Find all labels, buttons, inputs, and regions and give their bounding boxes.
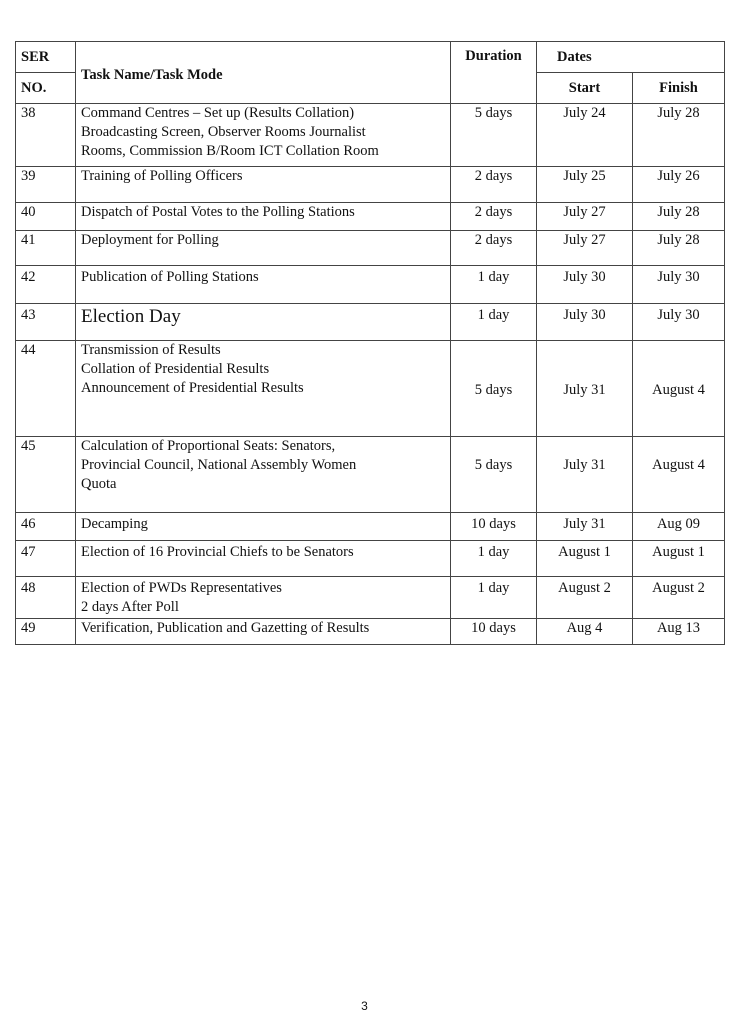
duration-cell: 5 days bbox=[451, 104, 537, 167]
task-line: Command Centres – Set up (Results Collation) bbox=[81, 105, 355, 121]
table-row bbox=[16, 104, 725, 167]
task-cell bbox=[76, 104, 451, 167]
header-no: NO. bbox=[16, 73, 76, 104]
duration-cell: 10 days bbox=[451, 619, 537, 645]
finish-cell: August 1 bbox=[633, 541, 725, 577]
table-row bbox=[16, 577, 725, 619]
ser-cell: 38 bbox=[16, 104, 76, 167]
task-line: Election of PWDs Representatives bbox=[81, 580, 282, 596]
finish-cell: August 4 bbox=[633, 341, 725, 437]
duration-cell: 1 day bbox=[451, 577, 537, 619]
ser-cell: 41 bbox=[16, 231, 76, 266]
finish-cell: July 30 bbox=[633, 266, 725, 304]
table-row bbox=[16, 513, 725, 541]
duration-cell: 1 day bbox=[451, 266, 537, 304]
task-cell: Training of Polling Officers bbox=[76, 167, 451, 203]
table-row bbox=[16, 266, 725, 304]
ser-cell: 45 bbox=[16, 437, 76, 513]
table-row bbox=[16, 167, 725, 203]
finish-cell: Aug 13 bbox=[633, 619, 725, 645]
table-row bbox=[16, 231, 725, 266]
finish-cell: July 28 bbox=[633, 104, 725, 167]
header-dates: Dates bbox=[537, 42, 725, 73]
start-cell: July 31 bbox=[537, 437, 633, 513]
finish-cell: August 4 bbox=[633, 437, 725, 513]
ser-cell: 43 bbox=[16, 304, 76, 341]
header-ser: SER bbox=[16, 42, 76, 73]
table-row bbox=[16, 304, 725, 341]
task-line: 2 days After Poll bbox=[81, 599, 179, 615]
finish-cell: July 28 bbox=[633, 203, 725, 231]
table-row bbox=[16, 203, 725, 231]
header-row-1 bbox=[16, 42, 725, 73]
ser-cell: 46 bbox=[16, 513, 76, 541]
task-line: Calculation of Proportional Seats: Senators, bbox=[81, 438, 336, 454]
start-cell: July 24 bbox=[537, 104, 633, 167]
task-cell bbox=[76, 341, 451, 437]
start-cell: Aug 4 bbox=[537, 619, 633, 645]
table-row bbox=[16, 619, 725, 645]
start-cell: July 27 bbox=[537, 203, 633, 231]
header-duration: Duration bbox=[451, 42, 537, 104]
task-cell bbox=[76, 577, 451, 619]
duration-cell: 1 day bbox=[451, 304, 537, 341]
finish-cell: July 28 bbox=[633, 231, 725, 266]
page-number: 3 bbox=[361, 999, 368, 1013]
finish-cell: August 2 bbox=[633, 577, 725, 619]
duration-cell: 2 days bbox=[451, 203, 537, 231]
table-row bbox=[16, 341, 725, 437]
ser-cell: 39 bbox=[16, 167, 76, 203]
task-cell: Decamping bbox=[76, 513, 451, 541]
task-line: Rooms, Commission B/Room ICT Collation Room bbox=[81, 143, 379, 159]
start-cell: July 30 bbox=[537, 304, 633, 341]
task-line: Collation of Presidential Results bbox=[81, 361, 270, 377]
start-cell: August 2 bbox=[537, 577, 633, 619]
task-cell: Election Day bbox=[76, 304, 451, 341]
task-line: Provincial Council, National Assembly Women bbox=[81, 457, 357, 473]
start-cell: August 1 bbox=[537, 541, 633, 577]
ser-cell: 44 bbox=[16, 341, 76, 437]
finish-cell: July 30 bbox=[633, 304, 725, 341]
task-cell: Publication of Polling Stations bbox=[76, 266, 451, 304]
header-task: Task Name/Task Mode bbox=[76, 42, 451, 104]
duration-cell: 5 days bbox=[451, 341, 537, 437]
duration-cell: 10 days bbox=[451, 513, 537, 541]
task-cell: Verification, Publication and Gazetting of Results bbox=[76, 619, 451, 645]
start-cell: July 31 bbox=[537, 341, 633, 437]
start-cell: July 31 bbox=[537, 513, 633, 541]
task-cell: Dispatch of Postal Votes to the Polling Stations bbox=[76, 203, 451, 231]
duration-cell: 1 day bbox=[451, 541, 537, 577]
start-cell: July 25 bbox=[537, 167, 633, 203]
task-cell: Deployment for Polling bbox=[76, 231, 451, 266]
header-start: Start bbox=[537, 73, 633, 104]
ser-cell: 48 bbox=[16, 577, 76, 619]
task-cell: Election of 16 Provincial Chiefs to be Senators bbox=[76, 541, 451, 577]
ser-cell: 49 bbox=[16, 619, 76, 645]
task-line: Broadcasting Screen, Observer Rooms Journalist bbox=[81, 124, 366, 140]
task-line: Announcement of Presidential Results bbox=[81, 380, 304, 396]
finish-cell: Aug 09 bbox=[633, 513, 725, 541]
table-row bbox=[16, 541, 725, 577]
start-cell: July 27 bbox=[537, 231, 633, 266]
finish-cell: July 26 bbox=[633, 167, 725, 203]
ser-cell: 47 bbox=[16, 541, 76, 577]
table-row bbox=[16, 437, 725, 513]
duration-cell: 2 days bbox=[451, 167, 537, 203]
task-cell bbox=[76, 437, 451, 513]
duration-cell: 2 days bbox=[451, 231, 537, 266]
header-finish: Finish bbox=[633, 73, 725, 104]
task-line: Transmission of Results bbox=[81, 342, 221, 358]
duration-cell: 5 days bbox=[451, 437, 537, 513]
ser-cell: 42 bbox=[16, 266, 76, 304]
start-cell: July 30 bbox=[537, 266, 633, 304]
schedule-table bbox=[15, 41, 725, 645]
task-line: Quota bbox=[81, 476, 117, 492]
ser-cell: 40 bbox=[16, 203, 76, 231]
